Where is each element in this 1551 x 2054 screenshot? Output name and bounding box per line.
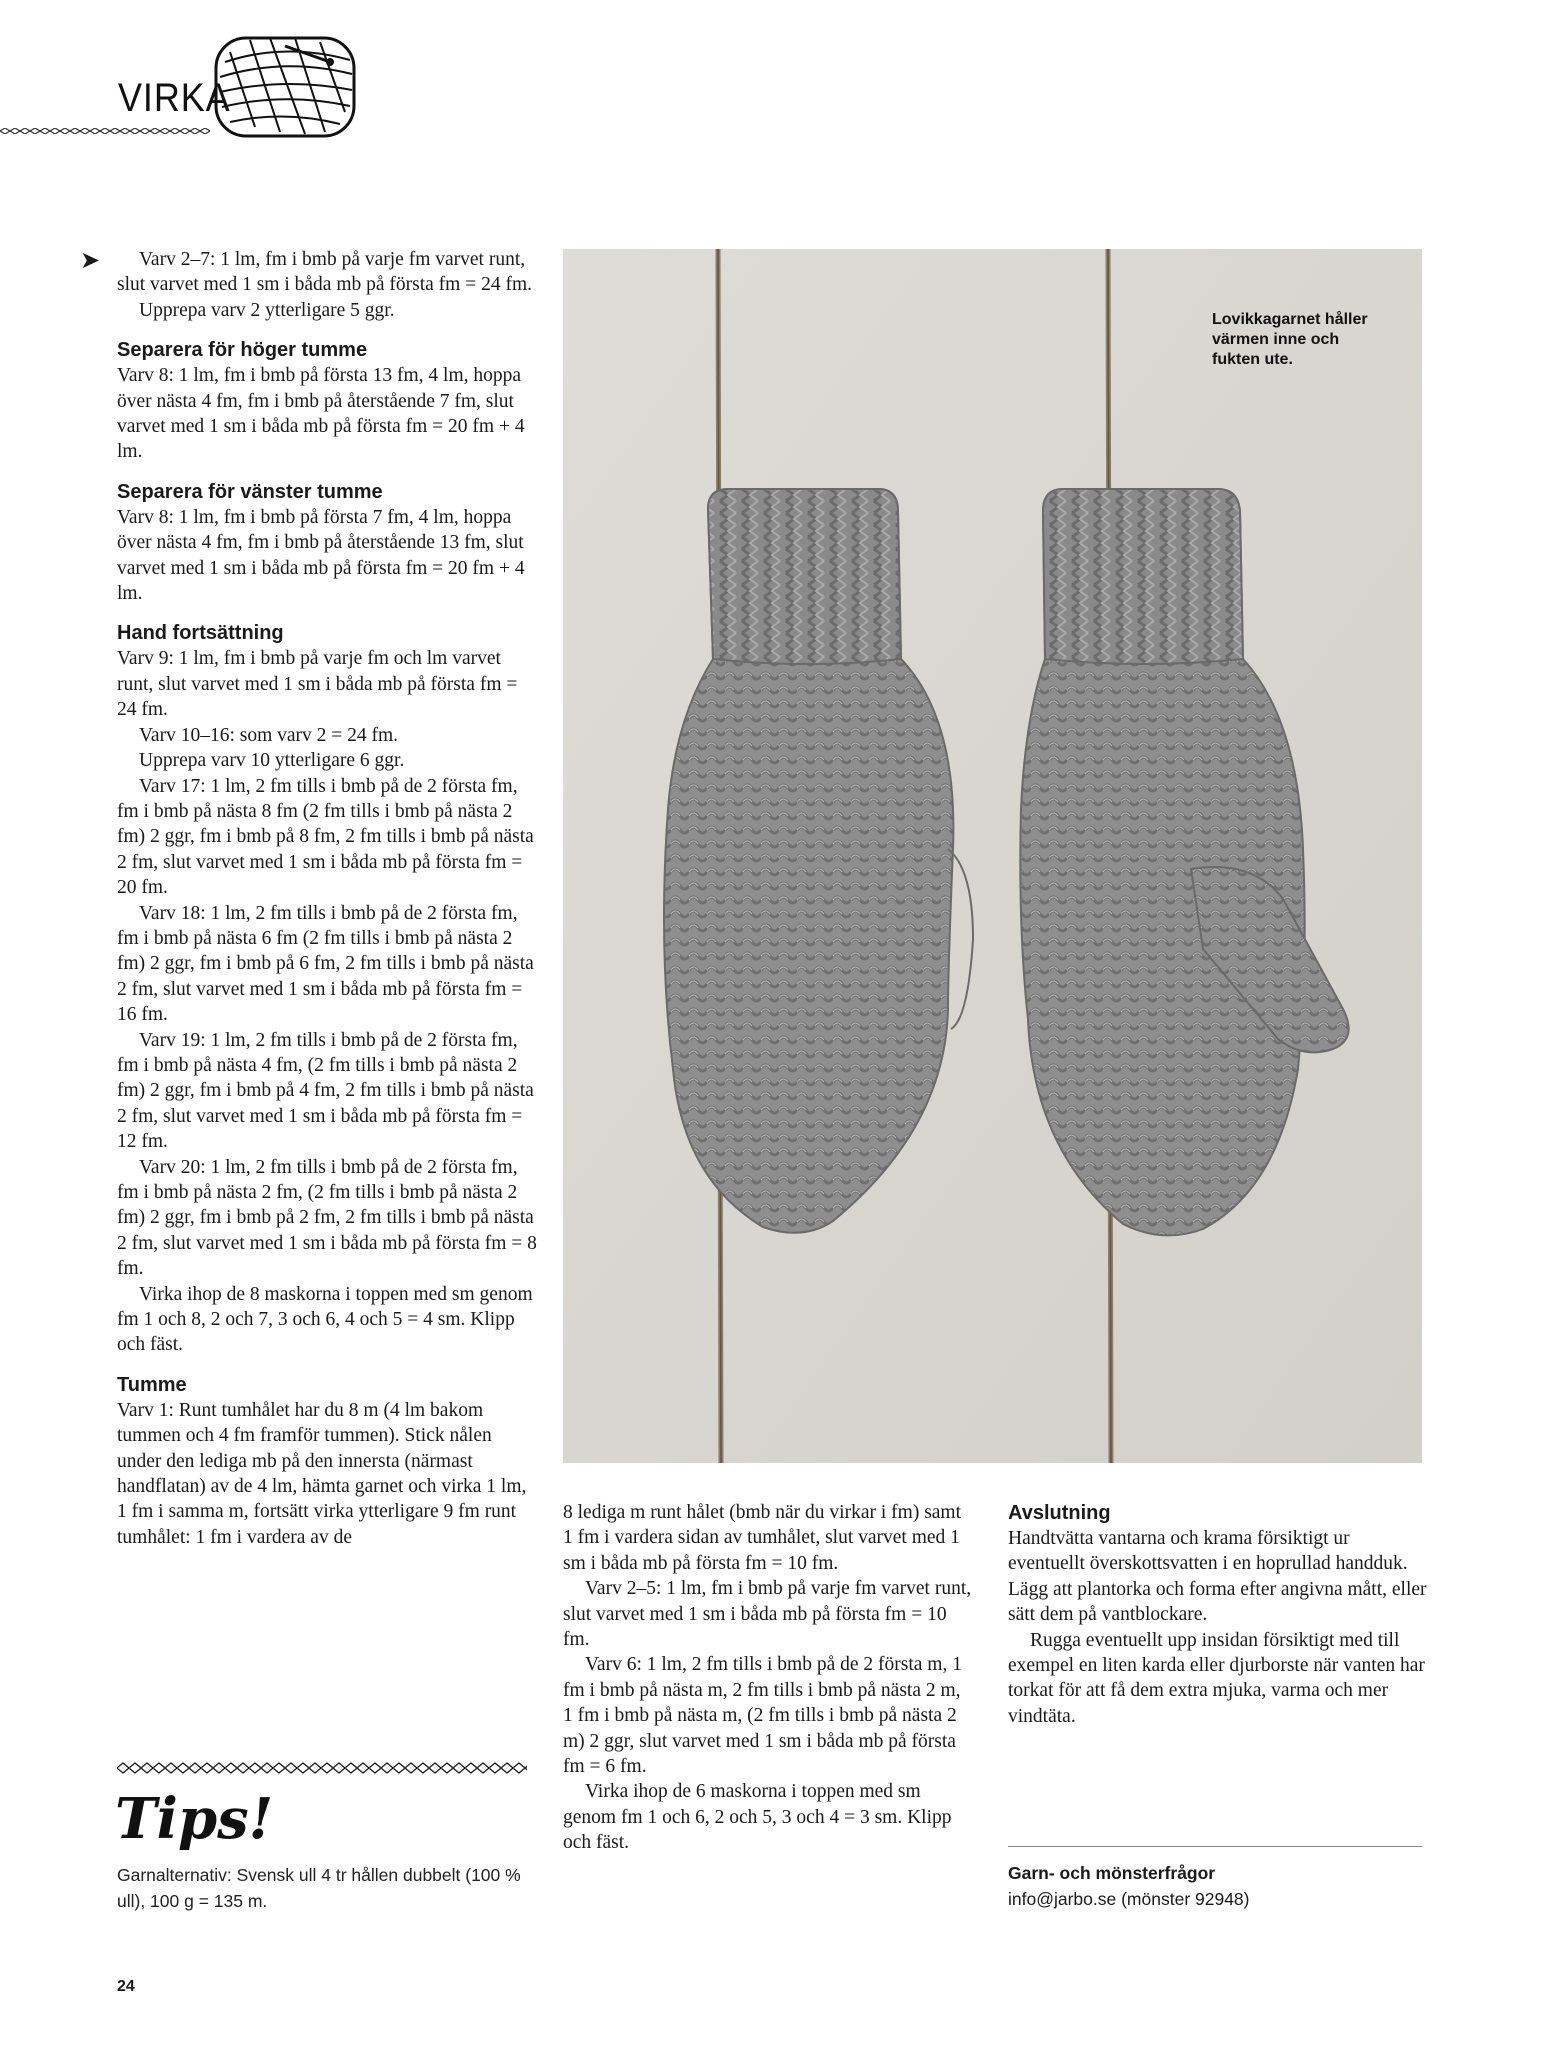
yarn-ball-logo-icon (210, 32, 360, 142)
mittens-photo (563, 249, 1422, 1463)
finishing-heading: Avslutning (1008, 1502, 1111, 1524)
left-thumb-heading: Separera för vänster tumme (117, 480, 383, 503)
contact-heading: Garn- och mönsterfrågor (1008, 1863, 1216, 1883)
header-rule (0, 128, 210, 134)
hand-repeat: Upprepa varv 10 ytterligare 6 ggr. (139, 750, 405, 772)
section-title: VIRKA (118, 76, 231, 120)
page-number: 24 (117, 1978, 135, 1995)
contact-divider (1008, 1846, 1422, 1847)
thumb-heading: Tumme (117, 1373, 187, 1396)
thumb-row-6: Varv 6: 1 lm, 2 fm tills i bmb på de 2 första m, 1 fm i bmb på nästa m, 2 fm tills i bmb på nästa 2 m, 1 fm i bmb på nästa m, (2 fm tills i bmb på nästa 2 m) 2 ggr, slut varvet med 1 sm i båda mb på första fm = 6 fm. (563, 1654, 962, 1778)
pattern-column-1 (117, 247, 537, 1550)
hand-finish: Virka ihop de 8 maskorna i toppen med sm genom fm 1 och 8, 2 och 7, 3 och 6, 4 och 5 = 4 sm. Klipp och fäst. (117, 1283, 533, 1356)
intro-paragraph: Varv 2–7: 1 lm, fm i bmb på varje fm varvet runt, slut varvet med 1 sm i båda mb på första fm = 24 fm. (117, 249, 532, 296)
thumb-rows-2-5: Varv 2–5: 1 lm, fm i bmb på varje fm varvet runt, slut varvet med 1 sm i båda mb på första fm = 10 fm. (563, 1578, 972, 1651)
thumb-finish: Virka ihop de 6 maskorna i toppen med sm genom fm 1 och 6, 2 och 5, 3 och 4 = 3 sm. Klipp och fäst. (563, 1781, 952, 1854)
finishing-text-1: Handtvätta vantarna och krama försiktigt ur eventuellt överskottsvatten i en hoprullad handduk. Lägg att plantorka och forma efter angivna mått, eller sätt dem på vantblockare. (1008, 1528, 1427, 1626)
photo-caption: Lovikkagarnet håller värmen inne och fukten ute. (1212, 311, 1368, 368)
tips-title: Tips! (115, 1786, 274, 1852)
pattern-column-3 (1008, 1500, 1428, 1729)
finishing-text-2: Rugga eventuellt upp insidan försiktigt med till exempel en liten karda eller djurborste när vanten har torkat för att få dem extra mjuka, varma och mer vindtäta. (1008, 1629, 1425, 1727)
pattern-column-2 (563, 1500, 973, 1856)
hand-row-20: Varv 20: 1 lm, 2 fm tills i bmb på de 2 första fm, fm i bmb på nästa 2 fm, (2 fm tills i bmb på nästa 2 fm) 2 ggr, fm i bmb på 2 fm, 2 fm tills i bmb på nästa 2 fm, slut varvet med 1 sm i båda mb på första fm = 8 fm. (117, 1156, 537, 1280)
contact-email[interactable]: info@jarbo.se (mönster 92948) (1008, 1889, 1250, 1909)
intro-repeat: Upprepa varv 2 ytterligare 5 ggr. (139, 299, 395, 321)
hand-row-9: Varv 9: 1 lm, fm i bmb på varje fm och lm varvet runt, slut varvet med 1 sm i båda mb på första fm = 24 fm. (117, 648, 518, 721)
continuation-arrow-icon: ➤ (80, 248, 101, 274)
hand-row-19: Varv 19: 1 lm, 2 fm tills i bmb på de 2 första fm, fm i bmb på nästa 4 fm, (2 fm tills i bmb på nästa 2 fm) 2 ggr, fm i bmb på 4 fm, 2 fm tills i bmb på nästa 2 fm, slut varvet med 1 sm i båda mb på första fm = 12 fm. (117, 1029, 534, 1153)
hand-row-18: Varv 18: 1 lm, 2 fm tills i bmb på de 2 första fm, fm i bmb på nästa 6 fm (2 fm tills i bmb på nästa 2 fm) 2 ggr, fm i bmb på 6 fm, 2 fm tills i bmb på nästa 2 fm, slut varvet med 1 sm i båda mb på första fm = 16 fm. (117, 902, 534, 1026)
tips-divider (117, 1760, 527, 1776)
right-thumb-text: Varv 8: 1 lm, fm i bmb på första 13 fm, 4 lm, hoppa över nästa 4 fm, fm i bmb på återstående 7 fm, slut varvet med 1 sm i båda mb på första fm = 20 fm + 4 lm. (117, 365, 525, 463)
thumb-continuation: 8 lediga m runt hålet (bmb när du virkar i fm) samt 1 fm i vardera sidan av tumhålet, slut varvet med 1 sm i båda mb på första fm = 10 fm. (563, 1502, 962, 1574)
right-thumb-heading: Separera för höger tumme (117, 339, 368, 362)
hand-heading: Hand fortsättning (117, 622, 284, 645)
tips-text: Garnalternativ: Svensk ull 4 tr hållen dubbelt (100 % ull), 100 g = 135 m. (117, 1865, 521, 1911)
hand-row-17: Varv 17: 1 lm, 2 fm tills i bmb på de 2 första fm, fm i bmb på nästa 8 fm (2 fm tills i bmb på nästa 2 fm) 2 ggr, fm i bmb på 8 fm, 2 fm tills i bmb på nästa 2 fm, slut varvet med 1 sm i båda mb på första fm = 20 fm. (117, 775, 534, 899)
left-thumb-text: Varv 8: 1 lm, fm i bmb på första 7 fm, 4 lm, hoppa över nästa 4 fm, fm i bmb på återstående 13 fm, slut varvet med 1 sm i båda mb på första fm = 20 fm + 4 lm. (117, 506, 525, 605)
hand-row-10-16: Varv 10–16: som varv 2 = 24 fm. (139, 724, 399, 746)
thumb-text: Varv 1: Runt tumhålet har du 8 m (4 lm bakom tummen och 4 fm framför tummen). Stick nålen under den lediga mb på den innersta (närmast handflatan) av de 4 lm, hämta garnet och virka 1 lm, 1 fm i samma m, fortsätt virka ytterligare 9 fm runt tumhålet: 1 fm i vardera av de (117, 1399, 527, 1548)
contact-block (1008, 1860, 1422, 1912)
